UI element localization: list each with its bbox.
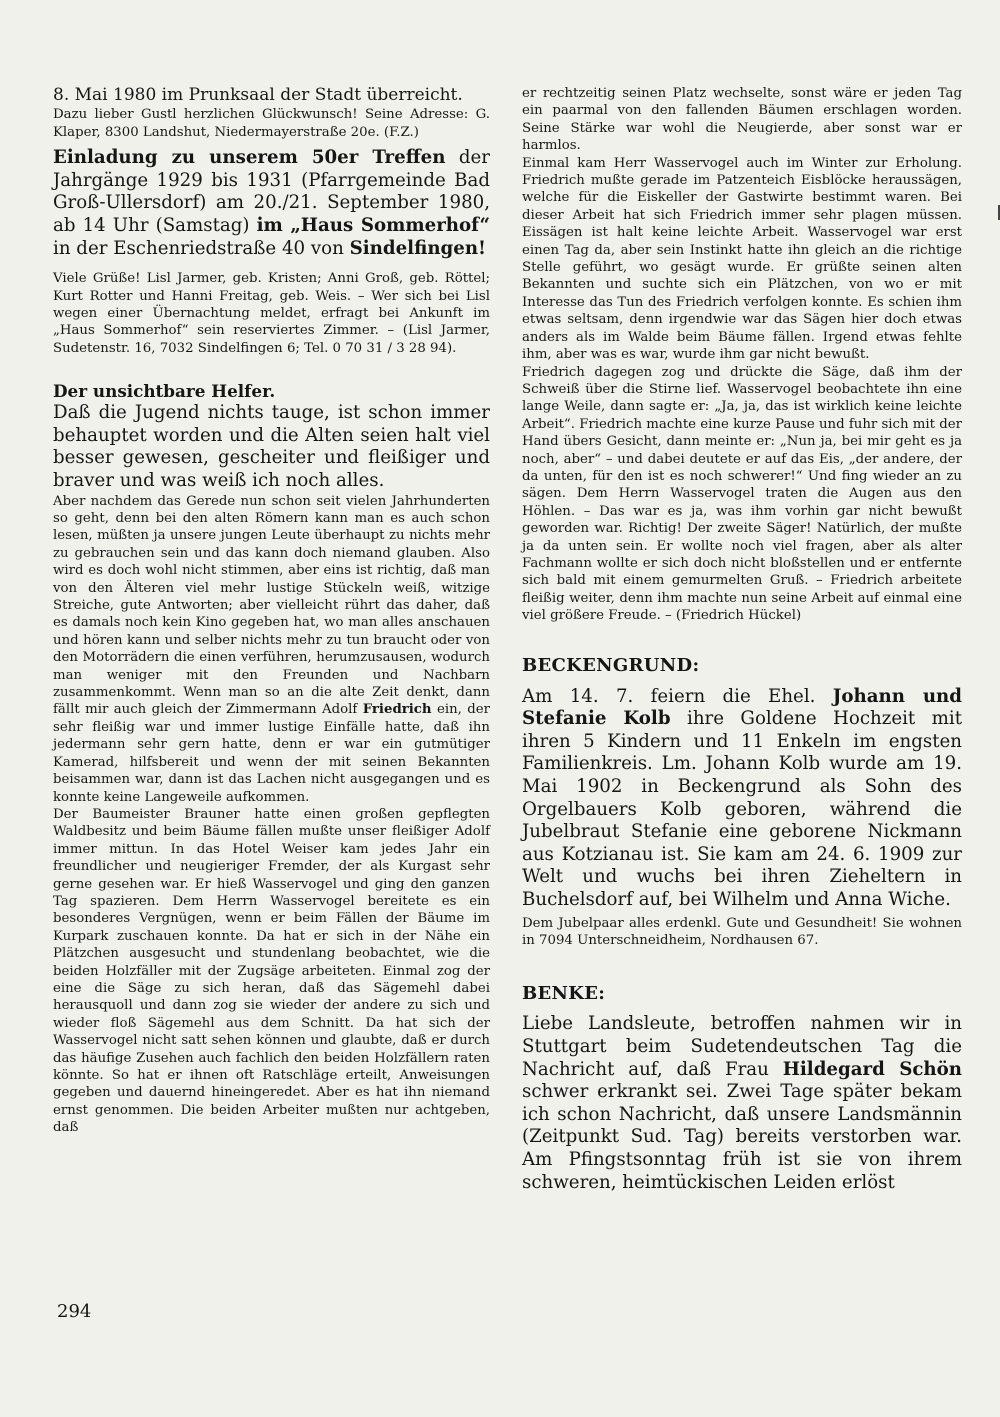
benke-text-1: Liebe Landsleute, betroffen nahmen wir in Stuttgart beim Sudetendeutschen Tag die Nachricht auf, daß Frau <box>522 1013 962 1080</box>
invitation-paragraph <box>53 147 490 260</box>
helper-intro: Daß die Jugend nichts tauge, ist schon immer behauptet worden und die Alten seien halt viel besser gewesen, gescheiter und fleißiger und braver und was weiß ich noch alles. <box>53 402 490 491</box>
helper-p1-name: Friedrich <box>362 702 432 718</box>
benke-text-2: schwer erkrankt sei. Zwei Tage später bekam ich schon Nachricht, daß unsere Landsmännin (Zeitpunkt Sud. Tag) bereits verstorben war. Am Pfingstsonntag früh ist sie von ihrem schweren, heimtückischen Leiden erlöst <box>522 1081 962 1193</box>
invitation-city: Sindelfingen! <box>349 237 487 259</box>
beckengrund-text-2: ihre Goldene Hochzeit mit ihren 5 Kindern und 11 Enkeln im engsten Familienkreis. Lm. Johann Kolb wurde am 19. Mai 1902 in Beckengrund als Sohn des Orgelbauers Kolb geboren, während die Jubelbraut Stefanie eine geborene Nickmann aus Kotzianau ist. Sie kam am 24. 6. 1909 zur Welt und wuchs bei ihren Zieheltern in Buchelsdorf auf, bei Wilhelm und Anna Wiche. <box>522 708 963 910</box>
award-line: 8. Mai 1980 im Prunksaal der Stadt überreicht. <box>53 85 463 105</box>
benke-name: Hildegard Schön <box>782 1058 962 1080</box>
helper-p1-text-b: ein, der sehr fleißig war und immer lustige Einfälle hatte, daß ihn jedermann sehr gern hatte, denn er war ein gutmütiger Kamerad, hilfsbereit und wenn der mit seinen Bekannten beisammen war, dann ist das Lachen nicht ausgegangen und es konnte keine Langeweile aufkommen. <box>53 702 491 805</box>
beckengrund-paragraph <box>522 686 962 912</box>
beckengrund-heading: BECKENGRUND: <box>522 654 700 676</box>
story-paragraph-2: Einmal kam Herr Wasservogel auch im Winter zur Erholung. Friedrich mußte gerade im Patzenteich Eisblöcke heraussägen, welche für die Eiskeller der Gastwirte bestimmt waren. Bei dieser Arbeit hat sich Friedrich immer sehr plagen müssen. Eissägen ist halt keine leichte Arbeit. Wasservogel war erst einen Tag da, aber sein Instinkt hatte ihn gleich an die richtige Stelle geführt, wo gesägt wurde. Er grüßte seinen alten Bekannten und suchte sich ein Plätzchen, von wo er mit Interesse das Tun des Friedrich verfolgen konnte. Es schien ihm etwas seltsam, denn irgendwie war das Sägen hier doch etwas anders als im Walde beim Bäume fällen. Irgend etwas fehlte ihm, aber was es war, wurde ihm gar nicht bewußt. <box>522 155 962 363</box>
greetings-paragraph: Viele Grüße! Lisl Jarmer, geb. Kristen; Anni Groß, geb. Röttel; Kurt Rotter und Hanni Freitag, geb. Weis. – Wer sich bei Lisl wegen einer Übernachtung meldet, erfragt bei Ankunft im „Haus Sommerhof“ sein reserviertes Zimmer. – (Lisl Jarmer, Sudetenstr. 16, 7032 Sindelfingen 6; Tel. 0 70 31 / 3 28 94). <box>53 271 490 356</box>
beckengrund-wishes: Dem Jubelpaar alles erdenkl. Gute und Gesundheit! Sie wohnen in 7094 Unterschneidheim, Nordhausen 67. <box>522 915 962 948</box>
left-column <box>53 85 490 1137</box>
helper-paragraph-2: Der Baumeister Brauner hatte einen großen gepflegten Waldbesitz und beim Bäume fällen mußte unser fleißiger Adolf immer mittun. In das Hotel Weiser kam jedes Jahr ein freundlicher und neugieriger Fremder, der als Kurgast sehr gerne gesehen war. Er hieß Wasservogel und ging den ganzen Tag spazieren. Dem Herrn Wasservogel bereitete es ein besonderes Vergnügen, wenn er beim Fällen der Bäume im Kurpark zuschauen konnte. Da hat er sich in der Nähe ein Plätzchen ausgesucht und stundenlang beobachtet, wie die beiden Holzfäller mit der Zugsäge arbeiteten. Einmal zog der eine die Säge zu sich heran, daß das Sägemehl dabei herausquoll und dann zog sie wieder der andere zu sich und wieder floß Sägemehl aus dem Schnitt. Da hat sich der Wasservogel nicht satt sehen können und glaubte, daß er durch das häufige Zusehen auch fachlich den beiden Holzfällern raten könnte. So hat er ihnen oft Ratschläge erteilt, Anweisungen gegeben und dauernd hineingeredet. Aber es hat ihn niemand ernst genommen. Die beiden Arbeiter mußten nur achtgeben, daß <box>53 806 490 1136</box>
page-number: 294 <box>57 1301 92 1322</box>
invitation-title: Einladung zu unserem 50er Treffen <box>53 147 446 169</box>
story-paragraph-3: Friedrich dagegen zog und drückte die Säge, daß ihm der Schweiß über die Stirne lief. Wasservogel beobachtete ihn eine lange Weile, dann sagte er: „Ja, ja, das ist wirklich keine leichte Arbeit“. Friedrich machte eine kurze Pause und fuhr sich mit der Hand übers Gesicht, dann meinte er: „Nun ja, bei mir geht es ja noch, aber“ – und dabei deutete er auf das Eis, „der andere, der da unten, für den ist es noch schwerer!“ Und fing wieder an zu sägen. Dem Herrn Wasservogel traten die Augen aus den Höhlen. – Das war es ja, was ihm vorhin gar nicht bewußt geworden war. Richtig! Der zweite Säger! Natürlich, der mußte ja da unten sein. Er wollte noch viel fragen, aber als alter Fachmann wollte er sich doch nicht bloßstellen und er entfernte sich bald mit einem gemurmelten Gruß. – Friedrich arbeitete fleißig weiter, denn ihm machte nun seine Arbeit auf einmal eine viel größere Freude. – (Friedrich Hückel) <box>522 364 962 624</box>
invitation-venue: im „Haus Sommerhof“ <box>256 215 490 236</box>
right-column <box>522 85 962 1194</box>
benke-heading: BENKE: <box>522 983 606 1005</box>
helper-p1-text-a: Aber nachdem das Gerede nun schon seit vielen Jahrhunderten so geht, denn bei den alten Römern kann man es auch schon lesen, müßten ja unsere jungen Leute überhaupt zu nichts mehr zu gebrauchen sein und das kann doch niemand glauben. Also wird es doch wohl nicht stimmen, aber eins ist richtig, daß man von den Älteren viel mehr lustige Stückeln weiß, witzige Streiche, gute Antworten; aber vielleicht rührt das daher, daß es damals noch kein Kino gegeben hat, wo man alles anschauen und hören kann und selber nichts mehr zu tun braucht oder von den Motorrädern die einen verführen, herumzusausen, wodurch man weniger mit den Freunden und Nachbarn zusammenkommt. Wenn man so an die alte Zeit denkt, dann fällt mir auch gleich der Zimmermann Adolf <box>53 493 490 718</box>
benke-paragraph <box>522 1013 962 1194</box>
helper-heading: Der unsichtbare Helfer. <box>53 381 276 402</box>
congrats-paragraph: Dazu lieber Gustl herzlichen Glückwunsch! Seine Adresse: G. Klaper, 8300 Landshut, Niedermayerstraße 20e. (F.Z.) <box>53 107 490 140</box>
beckengrund-text-1: Am 14. 7. feiern die Ehel. <box>522 685 833 707</box>
story-paragraph-1: er rechtzeitig seinen Platz wechselte, sonst wäre er jeden Tag ein paarmal von den fallenden Bäumen erschlagen worden. Seine Stärke war wohl die Neugierde, aber sonst war er harmlos. <box>522 86 962 154</box>
invitation-text-1: der Jahrgänge 1929 bis 1931 (Pfarrgemeinde Bad Groß-Ullersdorf) am 20./21. September 1980, ab 14 Uhr (Samstag) <box>53 147 490 236</box>
beckengrund-names: Johann und Stefanie Kolb <box>522 685 962 730</box>
invitation-text-2: in der Eschenriedstraße 40 von <box>53 237 350 259</box>
helper-paragraph-1 <box>53 493 490 806</box>
